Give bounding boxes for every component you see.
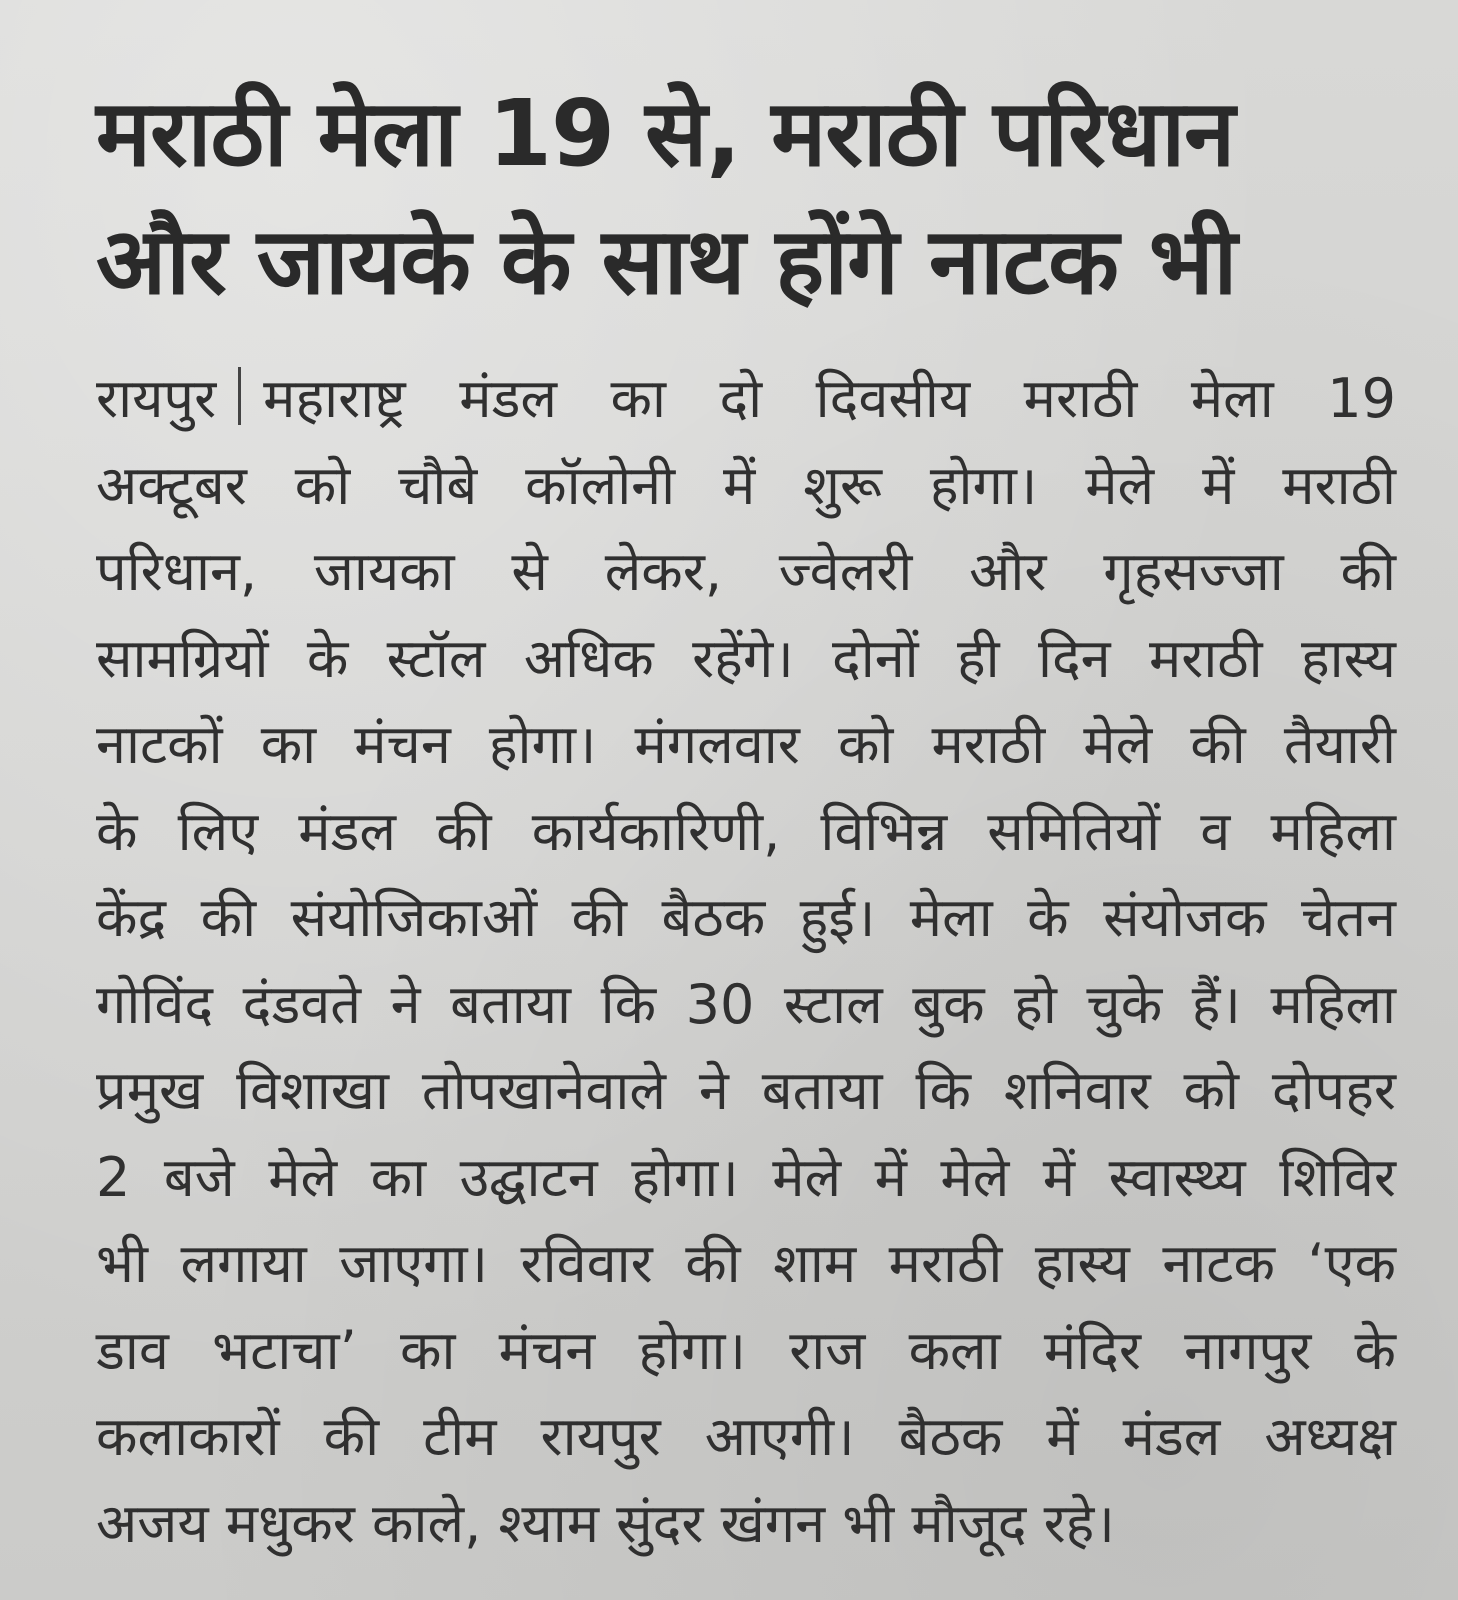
headline-line-2: और जायके के साथ होंगे नाटक भी [96,208,1237,315]
dateline-separator [238,367,241,425]
news-article [96,70,1396,1567]
body-line-1 [96,356,1396,443]
body-line-7: केंद्र की संयोजिकाओं की बैठक हुई। मेला के संयोजक चेतन [96,886,1396,949]
body-line-6: के लिए मंडल की कार्यकारिणी, विभिन्न समितियों व महिला [96,799,1396,863]
body-line-4: सामग्रियों के स्टॉल अधिक रहेंगे। दोनों ही दिन मराठी हास्य [96,626,1396,690]
body-line-9: प्रमुख विशाखा तोपखानेवाले ने बताया कि शनिवार को दोपहर [96,1059,1396,1122]
body-line-5: नाटकों का मंचन होगा। मंगलवार को मराठी मेले की तैयारी [96,713,1396,776]
article-body [96,356,1396,1567]
body-first-text: महाराष्ट्र मंडल का दो दिवसीय मराठी मेला 19 [263,367,1396,430]
body-line-3: परिधान, जायका से लेकर, ज्वेलरी और गृहसज्जा की [96,540,1396,603]
body-line-13: कलाकारों की टीम रायपुर आएगी। बैठक में मंडल अध्यक्ष [96,1405,1396,1468]
dateline: रायपुर [96,367,217,430]
headline-line-1: मराठी मेला 19 से, मराठी परिधान [96,80,1235,187]
body-line-11: भी लगाया जाएगा। रविवार की शाम मराठी हास्य नाटक ‘एक [96,1232,1396,1295]
body-line-14: अजय मधुकर काले, श्याम सुंदर खंगन भी मौजूद रहे। [96,1491,1115,1555]
body-line-8: गोविंद दंडवते ने बताया कि 30 स्टाल बुक हो चुके हैं। महिला [96,972,1396,1036]
body-line-12: डाव भटाचा’ का मंचन होगा। राज कला मंदिर नागपुर के [96,1318,1396,1382]
body-line-2: अक्टूबर को चौबे कॉलोनी में शुरू होगा। मेले में मराठी [96,453,1396,517]
body-line-10: 2 बजे मेले का उद्घाटन होगा। मेले में मेले में स्वास्थ्य शिविर [96,1145,1396,1209]
headline [96,70,1396,326]
